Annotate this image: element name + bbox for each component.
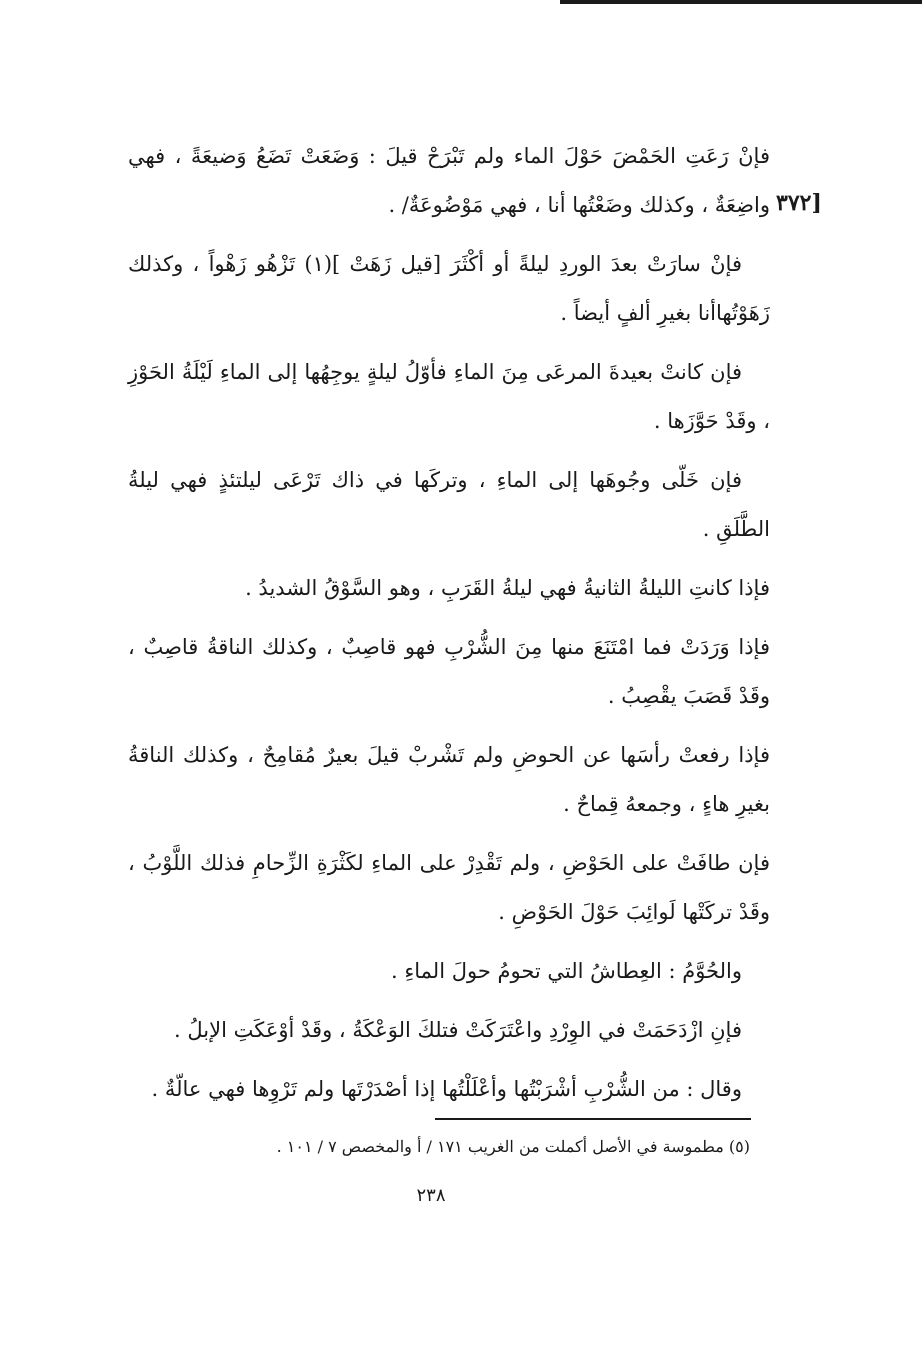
- paragraph: فإنِ ازْدَحَمَتْ في الوِرْدِ واعْتَرَكَتْ فتلكَ الوَعْكَةُ ، وقَدْ أوْعَكَتِ الإبلُ .: [174, 1018, 742, 1042]
- main-text: [128, 132, 770, 1124]
- footnote: (٥) مطموسة في الأصل أكملت من الغريب ١٧١ / أ والمخصص ٧ / ١٠١ .: [276, 1137, 750, 1156]
- paragraph: فإن كانتْ بعيدةَ المرعَى مِنَ الماءِ فأوّلُ ليلةٍ يوجِهُها إلى الماءِ لَيْلَةُ الحَوْزِ ، وقَدْ حَوَّزَها .: [128, 360, 770, 433]
- paragraph: فإن خَلّى وجُوهَها إلى الماءِ ، وتركَها في ذاك تَرْعَى ليلتئذٍ فهي ليلةُ الطَّلَقِ .: [128, 468, 770, 541]
- footnote-separator: [435, 1118, 751, 1120]
- paragraph: فإذا كانتِ الليلةُ الثانيةُ فهي ليلةُ القَرَبِ ، وهو السَّوْقُ الشديدُ .: [245, 576, 770, 600]
- margin-folio-number: [٣٧٢: [776, 190, 822, 216]
- page-number: ٢٣٨: [416, 1185, 446, 1206]
- paragraph: فإنْ رَعَتِ الحَمْضَ حَوْلَ الماء ولم تَبْرَحْ قيلَ : وَضَعَتْ تَضَعُ وَضيعَةً ، فهي واضِعَةٌ ، وكذلك وضَعْتُها أنا ، فهي مَوْضُوعَةٌ/ .: [128, 144, 770, 217]
- paragraph: وقال : من الشُّرْبِ أشْرَبْتُها وأعْلَلْتُها إذا أصْدَرْتَها ولم تَرْوِها فهي عالّةٌ .: [151, 1077, 742, 1101]
- top-border-rule: [560, 0, 922, 4]
- paragraph: فإن طافَتْ على الحَوْضِ ، ولم تَقْدِرْ على الماءِ لكَثْرَةِ الزِّحامِ فذلك اللَّوْبُ ، وقَدْ تركَتْها لَوائِبَ حَوْلَ الحَوْضِ .: [128, 851, 770, 924]
- paragraph: فإنْ سارَتْ بعدَ الوردِ ليلةً أو أكْثَرَ [قيل زَهَتْ ](١) تَزْهُو زَهْواً ، وكذلك زَهَوْتُهاأنا بغيرِ ألفٍ أيضاً .: [128, 252, 770, 325]
- paragraph: فإذا رفعتْ رأسَها عن الحوضِ ولم تَشْربْ قيلَ بعيرٌ مُقامِحٌ ، وكذلك الناقةُ بغيرِ هاءٍ ، وجمعهُ قِماحٌ .: [128, 743, 770, 816]
- paragraph: فإذا وَرَدَتْ فما امْتَنَعَ منها مِنَ الشُّرْبِ فهو قاصِبٌ ، وكذلك الناقةُ قاصِبٌ ، وقَدْ قَصَبَ يقْصِبُ .: [128, 635, 770, 708]
- paragraph: والحُوَّمُ : العِطاشُ التي تحومُ حولَ الماءِ .: [391, 959, 742, 983]
